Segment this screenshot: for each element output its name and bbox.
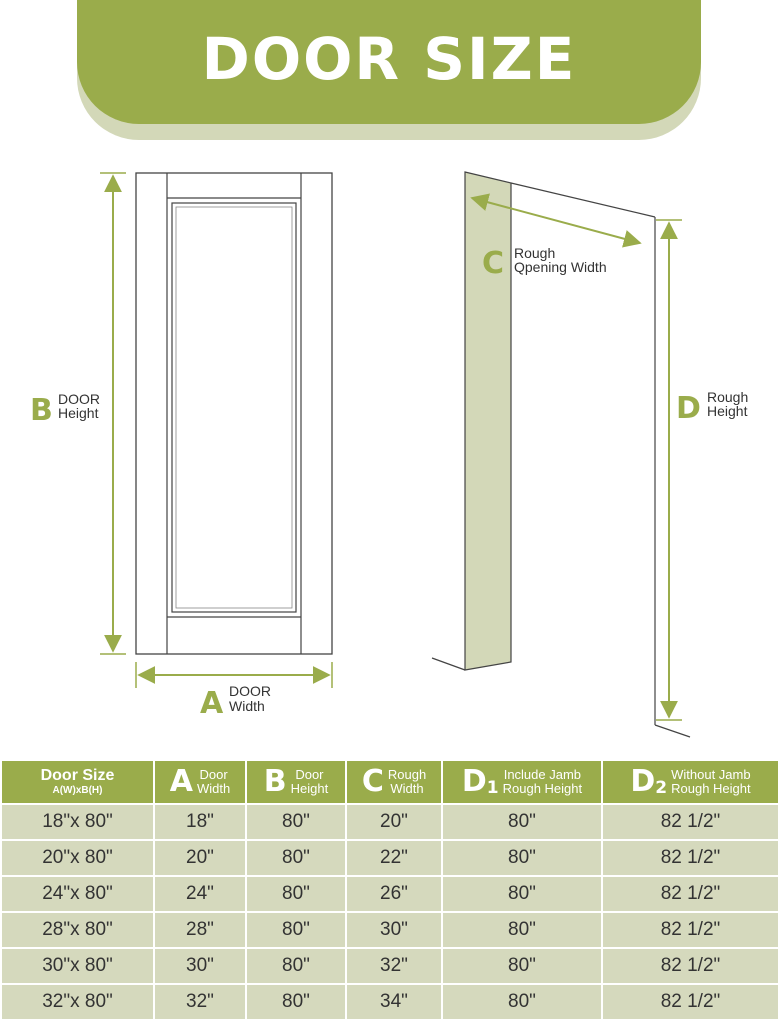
cell-door-height: 80"	[246, 984, 346, 1020]
cell-door-width: 32"	[154, 984, 246, 1020]
cell-rough-height-without-jamb: 82 1/2"	[602, 984, 778, 1020]
cell-door-width: 30"	[154, 948, 246, 984]
table-header-row	[2, 761, 778, 804]
label-a-letter: A	[200, 686, 224, 721]
door-size-table	[2, 761, 778, 1021]
cell-rough-height-include-jamb: 80"	[442, 804, 602, 840]
cell-rough-height-without-jamb: 82 1/2"	[602, 912, 778, 948]
rough-opening-illustration	[432, 172, 690, 737]
header-c-letter: C	[361, 764, 384, 799]
header-door-size-line1: Door Size	[40, 767, 115, 784]
header-d1-line2: Rough Height	[502, 781, 583, 796]
cell-door-width: 24"	[154, 876, 246, 912]
cell-door-height: 80"	[246, 912, 346, 948]
cell-rough-height-include-jamb: 80"	[442, 876, 602, 912]
cell-rough-width: 34"	[346, 984, 442, 1020]
table-row	[2, 984, 778, 1020]
cell-rough-width: 20"	[346, 804, 442, 840]
table-row	[2, 876, 778, 912]
label-d-line2: Height	[707, 403, 748, 419]
cell-rough-height-include-jamb: 80"	[442, 984, 602, 1020]
door-width-dimension	[136, 662, 332, 721]
cell-rough-width: 32"	[346, 948, 442, 984]
header-b-line1: Door	[295, 767, 324, 782]
header-d2	[602, 761, 778, 804]
header-b-letter: B	[263, 764, 287, 799]
cell-rough-height-include-jamb: 80"	[442, 912, 602, 948]
cell-door-size: 18"x 80"	[2, 804, 154, 840]
door-height-dimension	[30, 173, 126, 654]
cell-door-size: 24"x 80"	[2, 876, 154, 912]
header-c	[346, 761, 442, 804]
cell-door-size: 28"x 80"	[2, 912, 154, 948]
label-a-line2: Width	[229, 698, 265, 714]
header-c-line2: Width	[390, 781, 424, 796]
header-c-line1: Rough	[387, 767, 427, 782]
header-d2-line2: Rough Height	[671, 781, 751, 796]
cell-rough-width: 26"	[346, 876, 442, 912]
header-d1-letter: D	[461, 764, 487, 799]
cell-rough-width: 22"	[346, 840, 442, 876]
label-b-line2: Height	[58, 405, 99, 421]
cell-rough-height-without-jamb: 82 1/2"	[602, 948, 778, 984]
cell-door-width: 20"	[154, 840, 246, 876]
cell-rough-height-without-jamb: 82 1/2"	[602, 876, 778, 912]
cell-door-width: 18"	[154, 804, 246, 840]
table-row	[2, 804, 778, 840]
header-door-size	[2, 761, 154, 804]
cell-door-size: 30"x 80"	[2, 948, 154, 984]
cell-rough-width: 30"	[346, 912, 442, 948]
label-c-line2: Qpening Width	[514, 259, 607, 275]
label-b-letter: B	[30, 393, 53, 428]
label-b-line1: DOOR	[58, 391, 100, 407]
cell-rough-height-include-jamb: 80"	[442, 840, 602, 876]
cell-door-width: 28"	[154, 912, 246, 948]
table-row	[2, 948, 778, 984]
header-d1-line1: Include Jamb	[503, 767, 582, 782]
cell-door-height: 80"	[246, 948, 346, 984]
cell-rough-height-without-jamb: 82 1/2"	[602, 804, 778, 840]
cell-rough-height-without-jamb: 82 1/2"	[602, 840, 778, 876]
cell-door-size: 32"x 80"	[2, 984, 154, 1020]
header-d1-sub: 1	[486, 778, 499, 798]
header-a-line1: Door	[199, 767, 228, 782]
table-row	[2, 912, 778, 948]
page-title: DOOR SIZE	[201, 25, 577, 93]
label-d-line1: Rough	[707, 389, 749, 405]
cell-door-height: 80"	[246, 876, 346, 912]
header-d2-sub: 2	[655, 778, 668, 798]
label-d-letter: D	[676, 391, 701, 426]
header-b	[246, 761, 346, 804]
cell-door-height: 80"	[246, 804, 346, 840]
table-row	[2, 840, 778, 876]
rough-height-dimension	[656, 220, 748, 720]
cell-door-size: 20"x 80"	[2, 840, 154, 876]
label-a-line1: DOOR	[229, 683, 271, 699]
label-c-line1: Rough	[514, 245, 556, 261]
header-door-size-line2: A(W)xB(H)	[52, 785, 103, 796]
header-d2-line1: Without Jamb	[671, 767, 751, 782]
header-b-line2: Height	[290, 781, 329, 796]
header-a-line2: Width	[196, 781, 231, 796]
header-a	[154, 761, 246, 804]
label-c-letter: C	[482, 246, 505, 281]
cell-rough-height-include-jamb: 80"	[442, 948, 602, 984]
door-illustration	[136, 173, 332, 654]
cell-door-height: 80"	[246, 840, 346, 876]
header-a-letter: A	[169, 764, 193, 799]
header-d1	[442, 761, 602, 804]
header-d2-letter: D	[630, 764, 656, 799]
